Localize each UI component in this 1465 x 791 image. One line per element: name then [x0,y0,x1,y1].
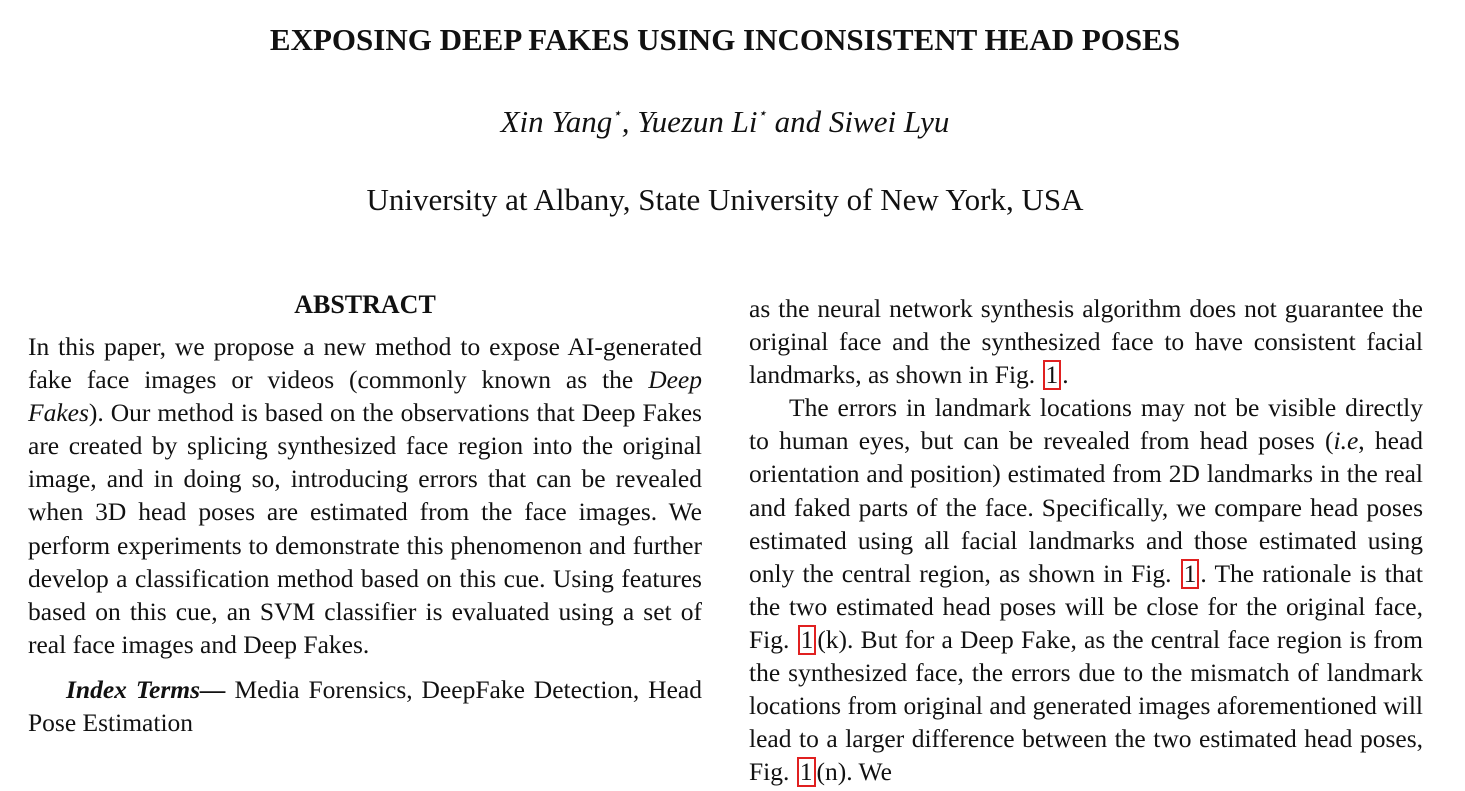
right-column [749,292,1423,788]
figure-reference-link[interactable]: 1 [797,757,816,787]
left-column [28,290,702,739]
index-terms-text: Media Forensics, DeepFake Detection, Head Pose Estimation [28,674,702,738]
abstract-paragraph [28,330,702,661]
paper-title: EXPOSING DEEP FAKES USING INCONSISTENT HEAD POSES [269,22,1181,57]
body-text: (n). We [816,757,892,787]
figure-reference-link[interactable]: 1 [798,625,817,655]
body-paragraph [749,391,1423,788]
body-text: . [1062,360,1069,390]
author-separator: and [766,104,829,139]
index-terms [28,673,702,739]
author-name: Xin Yang [500,104,613,139]
equal-contribution-mark: ⋆ [612,106,622,122]
index-terms-label: Index Terms— [66,674,226,704]
author-name: Siwei Lyu [828,104,950,139]
body-text: The errors in landmark locations may not be visible directly to human eyes, but can be revealed from head poses ( [749,393,1423,456]
emphasized-term: i.e [1333,426,1359,456]
body-text: . The rationale is that the two estimated head poses will be close for the original face, Fig. [749,558,1423,654]
author-separator: , [621,104,638,139]
body-text: , head orientation and position) estimated from 2D landmarks in the real and faked parts of the face. Specifically, we compare head poses estimated using all facial landmarks and those estimated using only the central region, as shown in Fig. [749,426,1424,588]
equal-contribution-mark: ⋆ [757,106,767,122]
emphasized-term: Deep Fakes [28,365,702,428]
abstract-text: ). Our method is based on the observations that Deep Fakes are created by splicing synthesized face region into the original image, and in doing so, introducing errors that can be revealed when 3D head poses are estimated from the face images. We perform experiments to demonstrate this phenomenon and further develop a classification method based on this cue. Using features based on this cue, an SVM classifier is evaluated using a set of real face images and Deep Fakes. [28,398,702,659]
figure-reference-link[interactable]: 1 [1181,559,1200,589]
affiliation: University at Albany, State University of New York, USA [366,182,1084,217]
body-text: (k). But for a Deep Fake, as the central face region is from the synthesized face, the errors due to the mismatch of landmark locations from original and generated images aforementioned will lead to a larger difference between the two estimated head poses, Fig. [749,624,1423,787]
body-text: as the neural network synthesis algorithm does not guarantee the original face and the synthesized face to have consistent facial landmarks, as shown in Fig. [749,294,1423,390]
figure-reference-link[interactable]: 1 [1043,360,1062,390]
author-name: Yuezun Li [637,104,758,139]
abstract-heading: ABSTRACT [294,290,436,319]
author-list [0,104,1450,140]
body-paragraph [749,292,1423,391]
abstract-text: In this paper, we propose a new method to expose AI-generated fake face images or videos (commonly known as the [28,332,702,395]
